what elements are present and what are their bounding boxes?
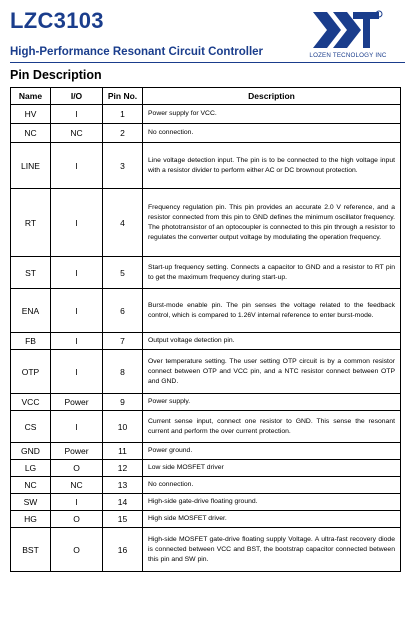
pin-number: 7 bbox=[103, 333, 143, 350]
pin-number: 6 bbox=[103, 289, 143, 333]
pin-description: Over temperature setting. The user setting OTP circuit is by a common resistor connect between OTP and VCC pin, and a NTC resistor connect between OTP and GND. bbox=[143, 350, 401, 394]
pin-io: Power bbox=[51, 394, 103, 411]
logo-company-name: LOZEN TECNOLOGY INC bbox=[309, 52, 387, 59]
pin-io: I bbox=[51, 143, 103, 189]
column-header-description: Description bbox=[143, 88, 401, 105]
pin-description: Power supply for VCC. bbox=[143, 105, 401, 124]
pin-description: Start-up frequency setting. Connects a capacitor to GND and a resistor to RT pin to get the maximum frequency during start-up. bbox=[143, 257, 401, 289]
table-row bbox=[11, 105, 401, 124]
pin-io: NC bbox=[51, 124, 103, 143]
table-row bbox=[11, 143, 401, 189]
pin-name: NC bbox=[11, 124, 51, 143]
pin-number: 3 bbox=[103, 143, 143, 189]
pin-number: 12 bbox=[103, 460, 143, 477]
table-row bbox=[11, 394, 401, 411]
pin-io: I bbox=[51, 333, 103, 350]
pin-number: 9 bbox=[103, 394, 143, 411]
pin-name: NC bbox=[11, 477, 51, 494]
company-logo bbox=[293, 6, 403, 64]
pin-number: 8 bbox=[103, 350, 143, 394]
pin-name: ENA bbox=[11, 289, 51, 333]
column-header-io: I/O bbox=[51, 88, 103, 105]
table-row bbox=[11, 124, 401, 143]
table-row bbox=[11, 494, 401, 511]
pin-name: SW bbox=[11, 494, 51, 511]
pin-name: LG bbox=[11, 460, 51, 477]
pin-description: Line voltage detection input. The pin is to be connected to the high voltage input with a resistor divider to perform either AC or DC brownout protection. bbox=[143, 143, 401, 189]
pin-description-table bbox=[10, 87, 401, 572]
pin-description: No connection. bbox=[143, 477, 401, 494]
pin-name: ST bbox=[11, 257, 51, 289]
pin-io: I bbox=[51, 411, 103, 443]
pin-name: OTP bbox=[11, 350, 51, 394]
pin-number: 13 bbox=[103, 477, 143, 494]
part-number-title: LZC3103 bbox=[10, 8, 104, 33]
lozen-logo-icon bbox=[311, 8, 383, 52]
pin-description: Current sense input, connect one resistor to GND. This sense the resonant current and perform the over current protection. bbox=[143, 411, 401, 443]
pin-name: BST bbox=[11, 528, 51, 572]
pin-number: 10 bbox=[103, 411, 143, 443]
pin-io: I bbox=[51, 257, 103, 289]
pin-name: LINE bbox=[11, 143, 51, 189]
table-row bbox=[11, 411, 401, 443]
pin-number: 14 bbox=[103, 494, 143, 511]
pin-description: Output voltage detection pin. bbox=[143, 333, 401, 350]
table-row bbox=[11, 443, 401, 460]
pin-number: 15 bbox=[103, 511, 143, 528]
table-header-row bbox=[11, 88, 401, 105]
pin-io: I bbox=[51, 105, 103, 124]
column-header-pin-no: Pin No. bbox=[103, 88, 143, 105]
pin-number: 16 bbox=[103, 528, 143, 572]
section-title: Pin Description bbox=[10, 68, 102, 82]
pin-name: HG bbox=[11, 511, 51, 528]
pin-description: High-side gate-drive floating ground. bbox=[143, 494, 401, 511]
pin-io: Power bbox=[51, 443, 103, 460]
pin-number: 2 bbox=[103, 124, 143, 143]
pin-io: O bbox=[51, 528, 103, 572]
header-divider bbox=[10, 62, 405, 63]
table-row bbox=[11, 511, 401, 528]
pin-io: I bbox=[51, 289, 103, 333]
pin-description: Low side MOSFET driver bbox=[143, 460, 401, 477]
table-row bbox=[11, 350, 401, 394]
table-row bbox=[11, 189, 401, 257]
pin-number: 1 bbox=[103, 105, 143, 124]
pin-name: VCC bbox=[11, 394, 51, 411]
document-header bbox=[10, 6, 405, 66]
pin-name: RT bbox=[11, 189, 51, 257]
pin-name: FB bbox=[11, 333, 51, 350]
pin-number: 5 bbox=[103, 257, 143, 289]
pin-number: 4 bbox=[103, 189, 143, 257]
table-row bbox=[11, 289, 401, 333]
pin-io: I bbox=[51, 494, 103, 511]
column-header-name: Name bbox=[11, 88, 51, 105]
table-row bbox=[11, 333, 401, 350]
pin-number: 11 bbox=[103, 443, 143, 460]
table-row bbox=[11, 528, 401, 572]
pin-io: O bbox=[51, 460, 103, 477]
document-subtitle: High-Performance Resonant Circuit Controller bbox=[10, 46, 264, 58]
table-row bbox=[11, 257, 401, 289]
pin-io: I bbox=[51, 350, 103, 394]
table-row bbox=[11, 477, 401, 494]
pin-description: Power supply. bbox=[143, 394, 401, 411]
pin-description: High-side MOSFET gate-drive floating supply Voltage. A ultra-fast recovery diode is connected between VCC and BST, the bootstrap capacitor connected between this pin and SW pin. bbox=[143, 528, 401, 572]
pin-description: Burst-mode enable pin. The pin senses the voltage related to the feedback control, which is compared to 1.26V internal reference to enter burst-mode. bbox=[143, 289, 401, 333]
pin-name: HV bbox=[11, 105, 51, 124]
pin-io: NC bbox=[51, 477, 103, 494]
pin-io: O bbox=[51, 511, 103, 528]
pin-description: Frequency regulation pin. This pin provides an accurate 2.0 V reference, and a resistor connected from this pin to GND defines the minimum oscillator frequency. The phototransistor of an optocoupler is connected to this pin through a resistor to regulates the converter output voltage by modulating the operation frequency. bbox=[143, 189, 401, 257]
pin-description: High side MOSFET driver. bbox=[143, 511, 401, 528]
table-row bbox=[11, 460, 401, 477]
pin-io: I bbox=[51, 189, 103, 257]
pin-name: GND bbox=[11, 443, 51, 460]
pin-description: Power ground. bbox=[143, 443, 401, 460]
pin-name: CS bbox=[11, 411, 51, 443]
pin-description: No connection. bbox=[143, 124, 401, 143]
